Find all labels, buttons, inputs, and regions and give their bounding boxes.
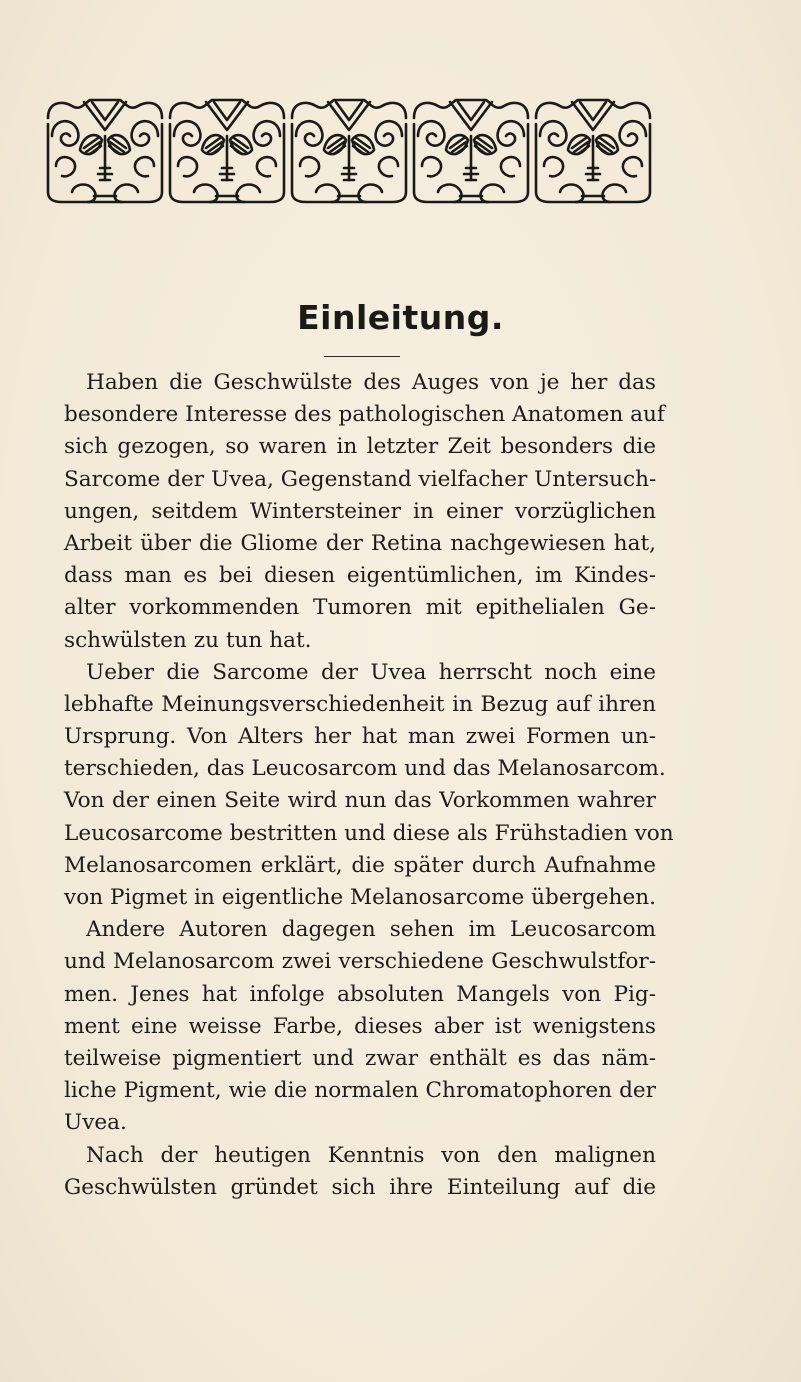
text-line: teilweise pigmentiert und zwar enthält es das näm- <box>64 1045 656 1071</box>
text-line: Uvea. <box>64 1110 127 1136</box>
text-line: Geschwülsten gründet sich ihre Einteilung auf die <box>64 1174 656 1200</box>
text-line: alter vorkommenden Tumoren mit epithelialen Ge- <box>64 595 656 621</box>
text-line: Sarcome der Uvea, Gegenstand vielfacher Untersuch- <box>64 466 657 492</box>
text-line: dass man es bei diesen eigentümlichen, im Kindes- <box>64 563 656 589</box>
text-line: von Pigmet in eigentliche Melanosarcome übergehen. <box>64 885 656 910</box>
text-line: Von der einen Seite wird nun das Vorkommen wahrer <box>64 788 656 814</box>
text-line: Nach der heutigen Kenntnis von den malignen <box>86 1142 656 1168</box>
text-line: schwülsten zu tun hat. <box>64 627 312 653</box>
text-line: und Melanosarcom zwei verschiedene Geschwulstfor- <box>64 949 656 975</box>
body-text <box>64 367 674 1204</box>
text-line: men. Jenes hat infolge absoluten Mangels von Pig- <box>64 981 656 1007</box>
chapter-title: Einleitung. <box>297 298 504 337</box>
text-line: Arbeit über die Gliome der Retina nachgewiesen hat, <box>64 530 656 556</box>
text-line: lebhafte Meinungsverschiedenheit in Bezug auf ihren <box>64 691 656 717</box>
text-line: Ursprung. Von Alters her hat man zwei Formen un- <box>64 724 656 750</box>
title-divider <box>324 356 400 357</box>
text-line: Melanosarcomen erklärt, die später durch Aufnahme <box>64 852 656 878</box>
text-line: Ueber die Sarcome der Uvea herrscht noch eine <box>86 659 656 685</box>
text-line: terschieden, das Leucosarcom und das Melanosarcom. <box>64 756 666 782</box>
text-line: ungen, seitdem Wintersteiner in einer vorzüglichen <box>64 498 656 524</box>
text-line: besondere Interesse des pathologischen Anatomen auf <box>64 402 665 428</box>
text-line: Andere Autoren dagegen sehen im Leucosarcom <box>86 917 656 943</box>
text-line: Haben die Geschwülste des Auges von je her das <box>86 370 656 395</box>
art-nouveau-frieze-ornament <box>44 96 658 208</box>
text-line: liche Pigment, wie die normalen Chromatophoren der <box>64 1078 656 1104</box>
text-line: ment eine weisse Farbe, dieses aber ist wenigstens <box>64 1013 656 1039</box>
text-line: sich gezogen, so waren in letzter Zeit besonders die <box>64 434 656 460</box>
text-line: Leucosarcome bestritten und diese als Frühstadien von <box>64 820 674 846</box>
